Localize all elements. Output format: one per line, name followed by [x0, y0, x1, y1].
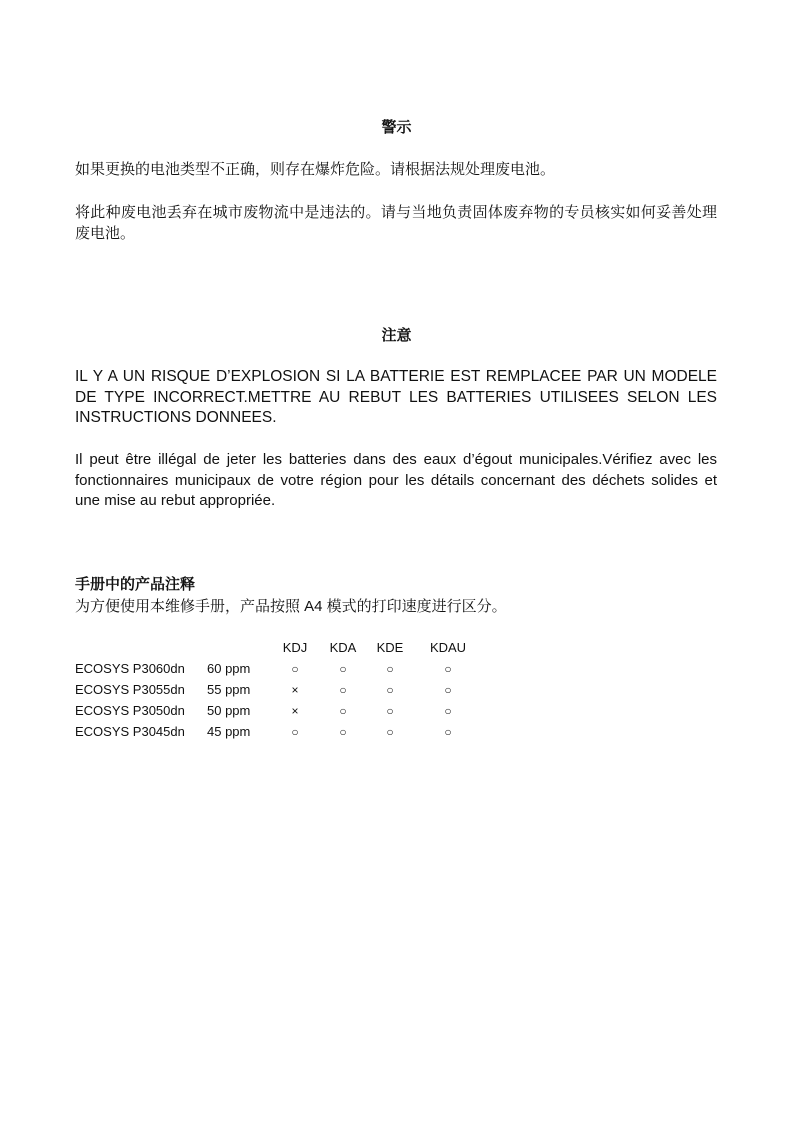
kdj-cell: ○ — [291, 661, 299, 676]
speed-cell: 60 ppm — [207, 661, 251, 676]
kda-cell: ○ — [339, 682, 347, 697]
kdau-cell: ○ — [444, 703, 452, 718]
kde-cell: ○ — [386, 724, 394, 739]
kda-cell: ○ — [339, 703, 347, 718]
kda-cell: ○ — [339, 661, 347, 676]
kde-cell: ○ — [386, 661, 394, 676]
kde-cell: ○ — [386, 682, 394, 697]
kdau-cell: ○ — [444, 682, 452, 697]
table-row — [75, 721, 483, 742]
header-kda: KDA — [329, 640, 357, 655]
product-notes-title: 手册中的产品注释 — [75, 576, 196, 593]
header-kdj: KDJ — [282, 640, 308, 655]
kdau-cell: ○ — [444, 724, 452, 739]
header-kdau: KDAU — [429, 640, 467, 655]
warning-cn-paragraph-2: 将此种废电池丢弃在城市废物流中是违法的。请与当地负责固体废弃物的专员核实如何妥善处理废电池。 — [75, 204, 717, 242]
kdj-cell: × — [291, 703, 299, 718]
kdau-cell: ○ — [444, 661, 452, 676]
model-speed-table — [75, 637, 483, 742]
model-cell: ECOSYS P3050dn — [75, 703, 185, 718]
model-cell: ECOSYS P3055dn — [75, 682, 185, 697]
model-cell: ECOSYS P3060dn — [75, 661, 185, 676]
speed-cell: 45 ppm — [207, 724, 251, 739]
kda-cell: ○ — [339, 724, 347, 739]
warning-cn-title: 警示 — [381, 119, 412, 136]
product-notes-description: 为方便使用本维修手册，产品按照 A4 模式的打印速度进行区分。 — [75, 598, 507, 615]
speed-cell: 55 ppm — [207, 682, 251, 697]
speed-cell: 50 ppm — [207, 703, 251, 718]
model-cell: ECOSYS P3045dn — [75, 724, 185, 739]
warning-fr-paragraph-1: IL Y A UN RISQUE D’EXPLOSION SI LA BATTERIE EST REMPLACEE PAR UN MODELE DE TYPE INCORRECT.METTRE AU REBUT LES BATTERIES UTILISEES SELON LES INSTRUCTIONS DONNEES. — [75, 368, 717, 426]
warning-fr-paragraph-2: Il peut être illégal de jeter les batteries dans des eaux d’égout municipales.Vérifiez avec les fonctionnaires municipaux de votre région pour les détails concernant des déchets solides et une mise au rebut appropriée. — [75, 451, 717, 509]
warning-cn-paragraph-1: 如果更换的电池类型不正确，则存在爆炸危险。请根据法规处理废电池。 — [75, 161, 556, 178]
header-speed — [207, 637, 271, 658]
kdj-cell: × — [291, 682, 299, 697]
header-kde: KDE — [376, 640, 404, 655]
table-row — [75, 679, 483, 700]
table-row — [75, 658, 483, 679]
warning-fr-title: 注意 — [381, 327, 412, 344]
kdj-cell: ○ — [291, 724, 299, 739]
header-model — [75, 637, 207, 658]
table-row — [75, 700, 483, 721]
table-header-row — [75, 637, 483, 658]
kde-cell: ○ — [386, 703, 394, 718]
